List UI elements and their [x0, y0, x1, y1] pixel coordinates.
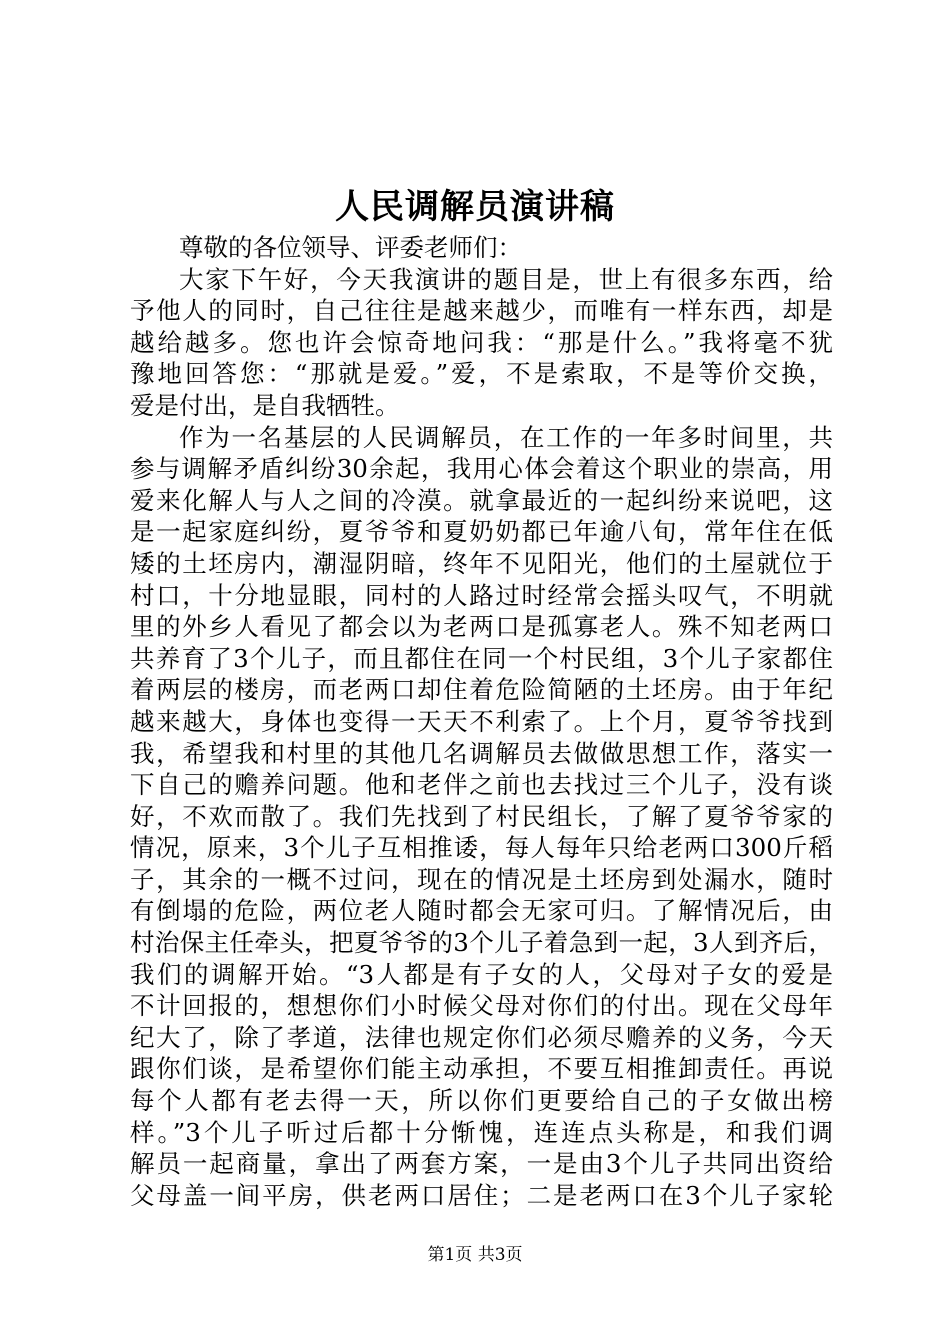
text-line: 着两层的楼房，而老两口却住着危险简陋的土坯房。由于年纪 — [130, 675, 833, 705]
page-number-footer: 第1页 共3页 — [427, 1245, 523, 1265]
text-line: 爱来化解人与人之间的冷漠。就拿最近的一起纠纷来说吧，这 — [130, 485, 833, 515]
text-line: 解员一起商量，拿出了两套方案，一是由3个儿子共同出资给 — [130, 1149, 833, 1179]
text-line: 纪大了，除了孝道，法律也规定你们必须尽赡养的义务，今天 — [130, 1022, 833, 1052]
text-line: 跟你们谈，是希望你们能主动承担，不要互相推卸责任。再说 — [130, 1054, 833, 1084]
text-line: 参与调解矛盾纠纷30余起，我用心体会着这个职业的崇高，用 — [130, 454, 833, 484]
text-line: 下自己的赡养问题。他和老伴之前也去找过三个儿子，没有谈 — [130, 770, 833, 800]
text-line: 子，其余的一概不过问，现在的情况是土坯房到处漏水，随时 — [130, 864, 833, 894]
text-line: 大家下午好，今天我演讲的题目是，世上有很多东西，给 — [179, 264, 833, 294]
text-line: 我，希望我和村里的其他几名调解员去做做思想工作，落实一 — [130, 738, 833, 768]
text-line: 村口，十分地显眼，同村的人路过时经常会摇头叹气，不明就 — [130, 580, 833, 610]
text-line: 有倒塌的危险，两位老人随时都会无家可归。了解情况后，由 — [130, 896, 833, 926]
document-title: 人民调解员演讲稿 — [335, 187, 615, 227]
text-line: 好，不欢而散了。我们先找到了村民组长，了解了夏爷爷家的 — [130, 801, 833, 831]
text-line: 我们的调解开始。“3人都是有子女的人，父母对子女的爱是 — [130, 959, 833, 989]
text-line: 矮的土坯房内，潮湿阴暗，终年不见阳光，他们的土屋就位于 — [130, 548, 833, 578]
text-line: 作为一名基层的人民调解员，在工作的一年多时间里，共 — [179, 422, 833, 452]
text-line: 共养育了3个儿子，而且都住在同一个村民组，3个儿子家都住 — [130, 643, 833, 673]
text-line: 越给越多。您也许会惊奇地问我：“那是什么。”我将毫不犹 — [130, 327, 833, 357]
text-line: 爱是付出，是自我牺牲。 — [130, 390, 400, 420]
text-line: 是一起家庭纠纷，夏爷爷和夏奶奶都已年逾八旬，常年住在低 — [130, 517, 833, 547]
text-line: 尊敬的各位领导、评委老师们： — [179, 233, 522, 262]
text-line: 里的外乡人看见了都会以为老两口是孤寡老人。殊不知老两口 — [130, 612, 833, 642]
text-line: 样。”3个儿子听过后都十分惭愧，连连点头称是，和我们调 — [130, 1117, 833, 1147]
text-line: 父母盖一间平房，供老两口居住；二是老两口在3个儿子家轮 — [130, 1180, 833, 1210]
document-body — [130, 232, 833, 1211]
text-line: 每个人都有老去得一天，所以你们更要给自己的子女做出榜 — [130, 1086, 833, 1116]
text-line: 豫地回答您：“那就是爱。”爱，不是索取，不是等价交换， — [130, 359, 833, 389]
text-line: 予他人的同时，自己往往是越来越少，而唯有一样东西，却是 — [130, 296, 833, 326]
text-line: 越来越大，身体也变得一天天不利索了。上个月，夏爷爷找到 — [130, 706, 833, 736]
text-line: 情况，原来，3个儿子互相推诿，每人每年只给老两口300斤稻 — [130, 833, 833, 863]
text-line: 村治保主任牵头，把夏爷爷的3个儿子着急到一起，3人到齐后， — [130, 928, 833, 958]
text-line: 不计回报的，想想你们小时候父母对你们的付出。现在父母年 — [130, 991, 833, 1021]
